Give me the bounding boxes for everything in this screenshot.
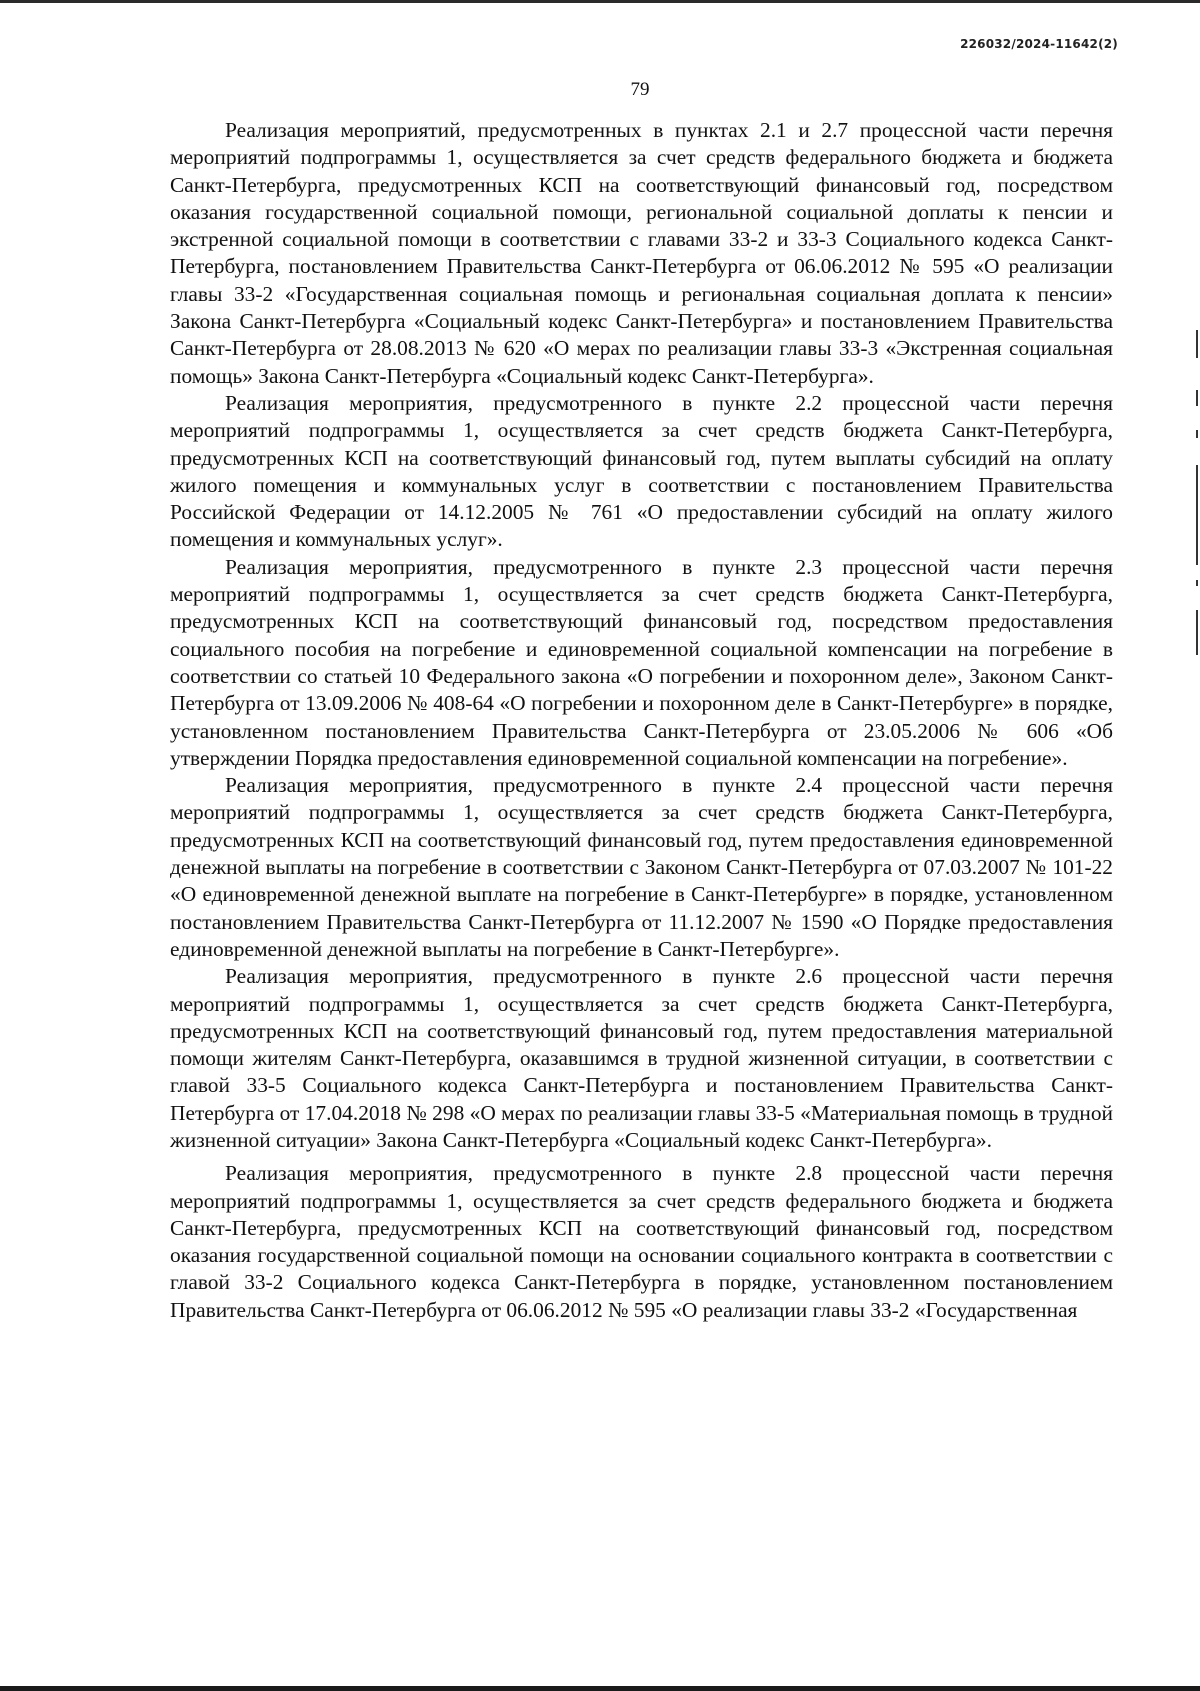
paragraph-item-2-8: Реализация мероприятия, предусмотренного в пункте 2.8 процессной части перечня мероприятий подпрограммы 1, осуществляется за счет средств федерального бюджета и бюджета Санкт-Петербурга, предусмотренных КСП на соответствующий финансовый год, посредством оказания государственной социальной помощи на основании социального контракта в соответствии с главой 33-2 Социального кодекса Санкт-Петербурга в порядке, установленном постановлением Правительства Санкт-Петербурга от 06.06.2012 № 595 «О реализации главы 33-2 «Государственная [170,1161,1113,1322]
scan-bottom-border [0,1686,1200,1691]
scan-mark [1196,580,1198,586]
paragraph-item-2-3: Реализация мероприятия, предусмотренного в пункте 2.3 процессной части перечня мероприятий подпрограммы 1, осуществляется за счет средств бюджета Санкт-Петербурга, предусмотренных КСП на соответствующий финансовый год, посредством предоставления социального пособия на погребение и единовременной социальной компенсации на погребение в соответствии со статьей 10 Федерального закона «О погребении и похоронном деле», Законом Санкт-Петербурга от 13.09.2006 № 408-64 «О погребении и похоронном деле в Санкт-Петербурге» в порядке, установленном постановлением Правительства Санкт-Петербурга от 23.05.2006 № 606 «Об утверждении Порядка предоставления единовременной социальной компенсации на погребение». [170,554,1113,770]
page-number: 79 [630,79,650,100]
document-body [170,117,1113,1324]
scan-mark [1196,430,1198,438]
scan-mark [1196,390,1198,406]
document-registration-number: 226032/2024-11642(2) [960,37,1118,51]
paragraph-item-2-2: Реализация мероприятия, предусмотренного в пункте 2.2 процессной части перечня мероприятий подпрограммы 1, осуществляется за счет средств бюджета Санкт-Петербурга, предусмотренных КСП на соответствующий финансовый год, путем выплаты субсидий на оплату жилого помещения и коммунальных услуг в соответствии с постановлением Правительства Российской Федерации от 14.12.2005 № 761 «О предоставлении субсидий на оплату жилого помещения и коммунальных услуг». [170,390,1113,552]
scan-mark [1196,465,1198,565]
paragraph-item-2-6: Реализация мероприятия, предусмотренного в пункте 2.6 процессной части перечня мероприятий подпрограммы 1, осуществляется за счет средств бюджета Санкт-Петербурга, предусмотренных КСП на соответствующий финансовый год, путем предоставления материальной помощи жителям Санкт-Петербурга, оказавшимся в трудной жизненной ситуации, в соответствии с главой 33-5 Социального кодекса Санкт-Петербурга и постановлением Правительства Санкт-Петербурга от 17.04.2018 № 298 «О мерах по реализации главы 33-5 «Материальная помощь в трудной жизненной ситуации» Закона Санкт-Петербурга «Социальный кодекс Санкт-Петербурга». [170,964,1113,1152]
scan-edge-marks [1196,330,1199,660]
scan-mark [1196,610,1198,655]
paragraph-item-2-4: Реализация мероприятия, предусмотренного в пункте 2.4 процессной части перечня мероприятий подпрограммы 1, осуществляется за счет средств бюджета Санкт-Петербурга, предусмотренных КСП на соответствующий финансовый год, путем предоставления единовременной денежной выплаты на погребение в соответствии с Законом Санкт-Петербурга от 07.03.2007 № 101-22 «О единовременной денежной выплате на погребение в Санкт-Петербурге» в порядке, установленном постановлением Правительства Санкт-Петербурга от 11.12.2007 № 1590 «О Порядке предоставления единовременной денежной выплаты на погребение в Санкт-Петербурге». [170,773,1113,961]
scan-top-border [0,0,1200,3]
paragraph-item-2-1-2-7: Реализация мероприятий, предусмотренных в пунктах 2.1 и 2.7 процессной части перечня мероприятий подпрограммы 1, осуществляется за счет средств федерального бюджета и бюджета Санкт-Петербурга, предусмотренных КСП на соответствующий финансовый год, посредством оказания государственной социальной помощи, региональной социальной доплаты к пенсии и экстренной социальной помощи в соответствии с главами 33-2 и 33-3 Социального кодекса Санкт-Петербурга, постановлением Правительства Санкт-Петербурга от 06.06.2012 № 595 «О реализации главы 33-2 «Государственная социальная помощь и региональная социальная доплата к пенсии» Закона Санкт-Петербурга «Социальный кодекс Санкт-Петербурга» и постановлением Правительства Санкт-Петербурга от 28.08.2013 № 620 «О мерах по реализации главы 33-3 «Экстренная социальная помощь» Закона Санкт-Петербурга «Социальный кодекс Санкт-Петербурга». [170,118,1113,388]
scan-mark [1196,330,1198,358]
